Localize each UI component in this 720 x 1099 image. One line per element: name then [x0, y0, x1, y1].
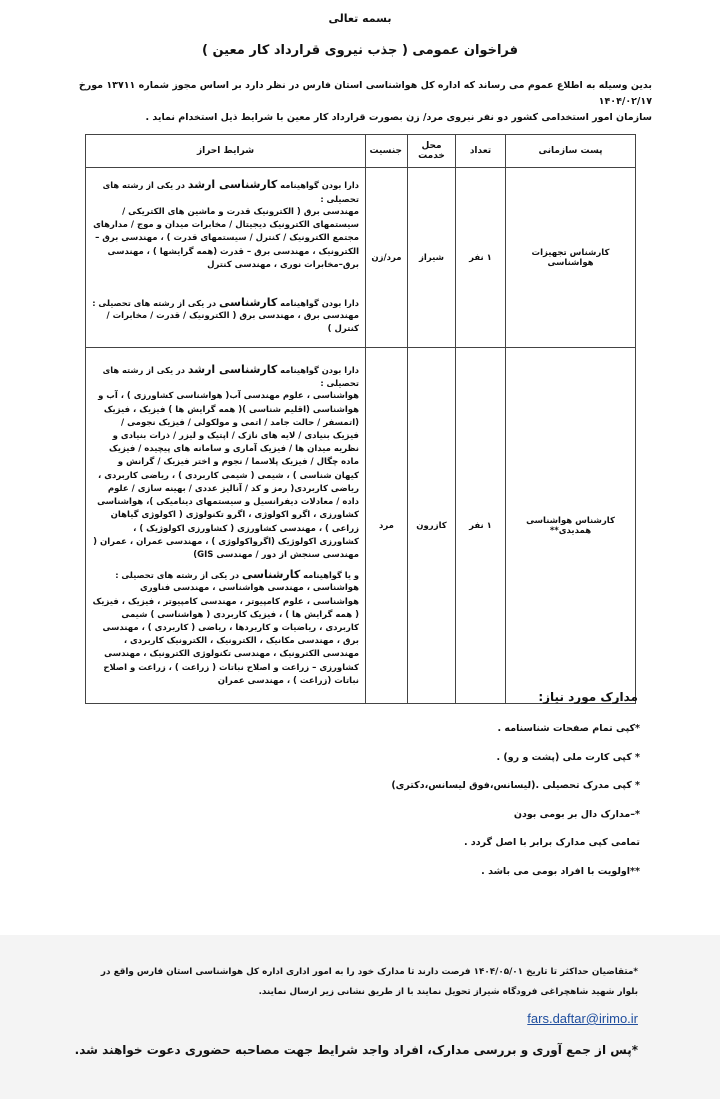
cell-location: شیراز	[408, 168, 456, 348]
intro-paragraph	[52, 78, 652, 126]
req-intro-text: دارا بودن گواهینامه	[280, 180, 359, 191]
degree-label: کارشناسی ارشد	[187, 178, 278, 192]
cell-requirements	[86, 168, 366, 348]
list-item: * کپی کارت ملی (پشت و رو) .	[496, 751, 640, 763]
req-intro-suffix: در یکی از رشته های تحصیلی :	[102, 365, 359, 389]
cell-gender: مرد/زن	[366, 168, 408, 348]
basmala-heading: بسمه تعالی	[328, 12, 392, 25]
req-intro-text: و یا گواهینامه	[303, 570, 359, 581]
cell-position: کارشناس تجهیزات هواشناسی	[506, 168, 636, 348]
cell-count: ۱ نفر	[456, 168, 506, 348]
degree-label: کارشناسی	[242, 568, 301, 582]
final-note: *پس از جمع آوری و بررسی مدارک، افراد واجد شرایط جهت مصاحبه حضوری دعوت خواهند شد.	[74, 1043, 638, 1057]
req-intro-text: دارا بودن گواهینامه	[280, 365, 359, 376]
email-link[interactable]: fars.daftar@irimo.ir	[527, 1011, 638, 1026]
req-masters-fields: هواشناسی ، علوم مهندسی آب( هواشناسی کشاورزی ) ، آب و هواشناسی (اقلیم شناسی )( همه گرایش ها ) فیزیک ، فیزیک (اتمسفر / حالت جامد / اتمی و مولکولی / فیزیک نجومی / فیزیک بنیادی / لایه های نازک / اپتیک و لیزر / ذرات بنیادی و نظریه میدان ها / فیزیک آماری و سامانه های پیچیده / فیزیک ماده چگال / فیزیک پلاسما / نجوم و اختر فیزیک / گرانش و کیهان شناسی ) ، شیمی ( شیمی کاربردی ) ، ریاضی کاربردی ، ریاضی کاربردی( رمز و کد / آنالیز عددی / بهینه سازی / علوم داده / معادلات دیفرانسیل و سیستمهای دینامیکی )، هواشناسی کشاورزی ، اگرو اکولوژی ، اگرو تکنولوژی ( اکولوژی گیاهان زراعی ) ، مهندسی کشاورزی ( کشاورزی اکولوژیک ) ، کشاورزی اکولوژیک (اگرواکولوژی ) ، مهندسی عمران ، عمران ( مهندسی سنجش از دور / مهندسی GIS)	[93, 391, 359, 560]
req-bachelor-fields: هواشناسی ، مهندسی هواشناسی ، مهندسی فناوری هواشناسی ، علوم کامپیوتر ، مهندسی کامپیوتر ، فیزیک ، فیزیک ( همه گرایش ها ) ، فیزیک کاربردی ( هواشناسی ) شیمی کاربردی ، ریاضیات و کاربردها ، ریاضی ( کاربردی ) ، مهندسی برق ، مهندسی مکانیک ، الکترونیک ، الکترونیک کاربردی ، مهندسی الکترونیک ، مهندسی تکنولوژی الکترونیک ، مهندسی کشاورزی – زراعت و اصلاح نباتات ( زراعت ) ، زراعت و اصلاح نباتات (زراعت ) ، مهندسی عمران	[92, 583, 359, 686]
req-bachelor-heading	[92, 568, 359, 582]
req-intro-suffix: در یکی از رشته های تحصیلی :	[102, 180, 359, 204]
list-item: *–مدارک دال بر بومی بودن	[513, 808, 640, 820]
documents-list	[220, 722, 640, 893]
req-intro-suffix: در یکی از رشته های تحصیلی :	[115, 570, 240, 581]
list-item: **اولویت با افراد بومی می باشد .	[481, 865, 640, 877]
cell-location: کازرون	[408, 348, 456, 704]
req-intro-text: دارا بودن گواهینامه	[280, 297, 359, 308]
list-item: تمامی کپی مدارک برابر با اصل گردد .	[463, 837, 640, 848]
table-header-row	[86, 135, 636, 168]
req-masters-heading	[92, 363, 359, 390]
cell-gender: مرد	[366, 348, 408, 704]
header-gender: جنسیت	[366, 135, 408, 168]
header-location: محل خدمت	[408, 135, 456, 168]
list-item: * کپی مدرک تحصیلی .(لیسانس،فوق لیسانس،دکتری)	[391, 780, 640, 791]
header-position: پست سازمانی	[506, 135, 636, 168]
deadline-note: *متقاضیان حداکثر تا تاریخ ۱۴۰۴/۰۵/۰۱ فرصت دارند تا مدارک خود را به امور اداری اداره کل هواشناسی استان فارس واقع در بلوار شهید شاهچراغی فرودگاه شیراز تحویل نمایند با از طریق نشانی زیر ارسال نمایند.	[100, 967, 638, 997]
req-bachelor-fields: مهندسی برق ، مهندسی برق ( الکترونیک / قدرت / مخابرات / کنترل )	[106, 311, 359, 335]
header-requirements: شرایط احراز	[86, 135, 366, 168]
list-item: *کپی تمام صفحات شناسنامه .	[497, 723, 640, 734]
header-count: تعداد	[456, 135, 506, 168]
table-row	[86, 348, 636, 704]
req-bachelor-heading	[92, 296, 359, 310]
degree-label: کارشناسی ارشد	[187, 363, 278, 377]
req-intro-suffix: در یکی از رشته های تحصیلی :	[92, 297, 217, 308]
cell-count: ۱ نفر	[456, 348, 506, 704]
intro-line-1: بدین وسیله به اطلاع عموم می رساند که اداره کل هواشناسی استان فارس در نظر دارد بر اساس مجوز شماره ۱۳۷۱۱ مورخ ۱۴۰۴/۰۲/۱۷	[78, 80, 652, 107]
intro-line-2: سازمان امور استخدامی کشور دو نفر نیروی مرد/ زن بصورت قرارداد کار معین با شرایط ذیل استخدام نماید .	[145, 112, 652, 123]
page-title: فراخوان عمومی ( جذب نیروی قرارداد کار معین )	[201, 43, 519, 58]
cell-position: کارشناس هواشناسی همدیدی**	[506, 348, 636, 704]
documents-title: مدارک مورد نیاز:	[538, 690, 638, 704]
degree-label: کارشناسی	[219, 295, 278, 309]
table-row	[86, 168, 636, 348]
req-masters-fields: مهندسی برق ( الکترونیک قدرت و ماشین های الکتریکی / سیستمهای الکترونیک دیجیتال / مخابرات میدان و موج / مدارهای مجتمع الکترونیک / کنترل / سیستمهای قدرت ) ، مهندسی برق –الکترونیک ، مهندسی برق – قدرت (همه گرایشها ) ، مهندسی برق–مخابرات نوری ، مهندسی کنترل	[93, 206, 359, 270]
req-masters-heading	[92, 178, 359, 205]
positions-table	[85, 134, 636, 704]
cell-requirements	[86, 348, 366, 704]
